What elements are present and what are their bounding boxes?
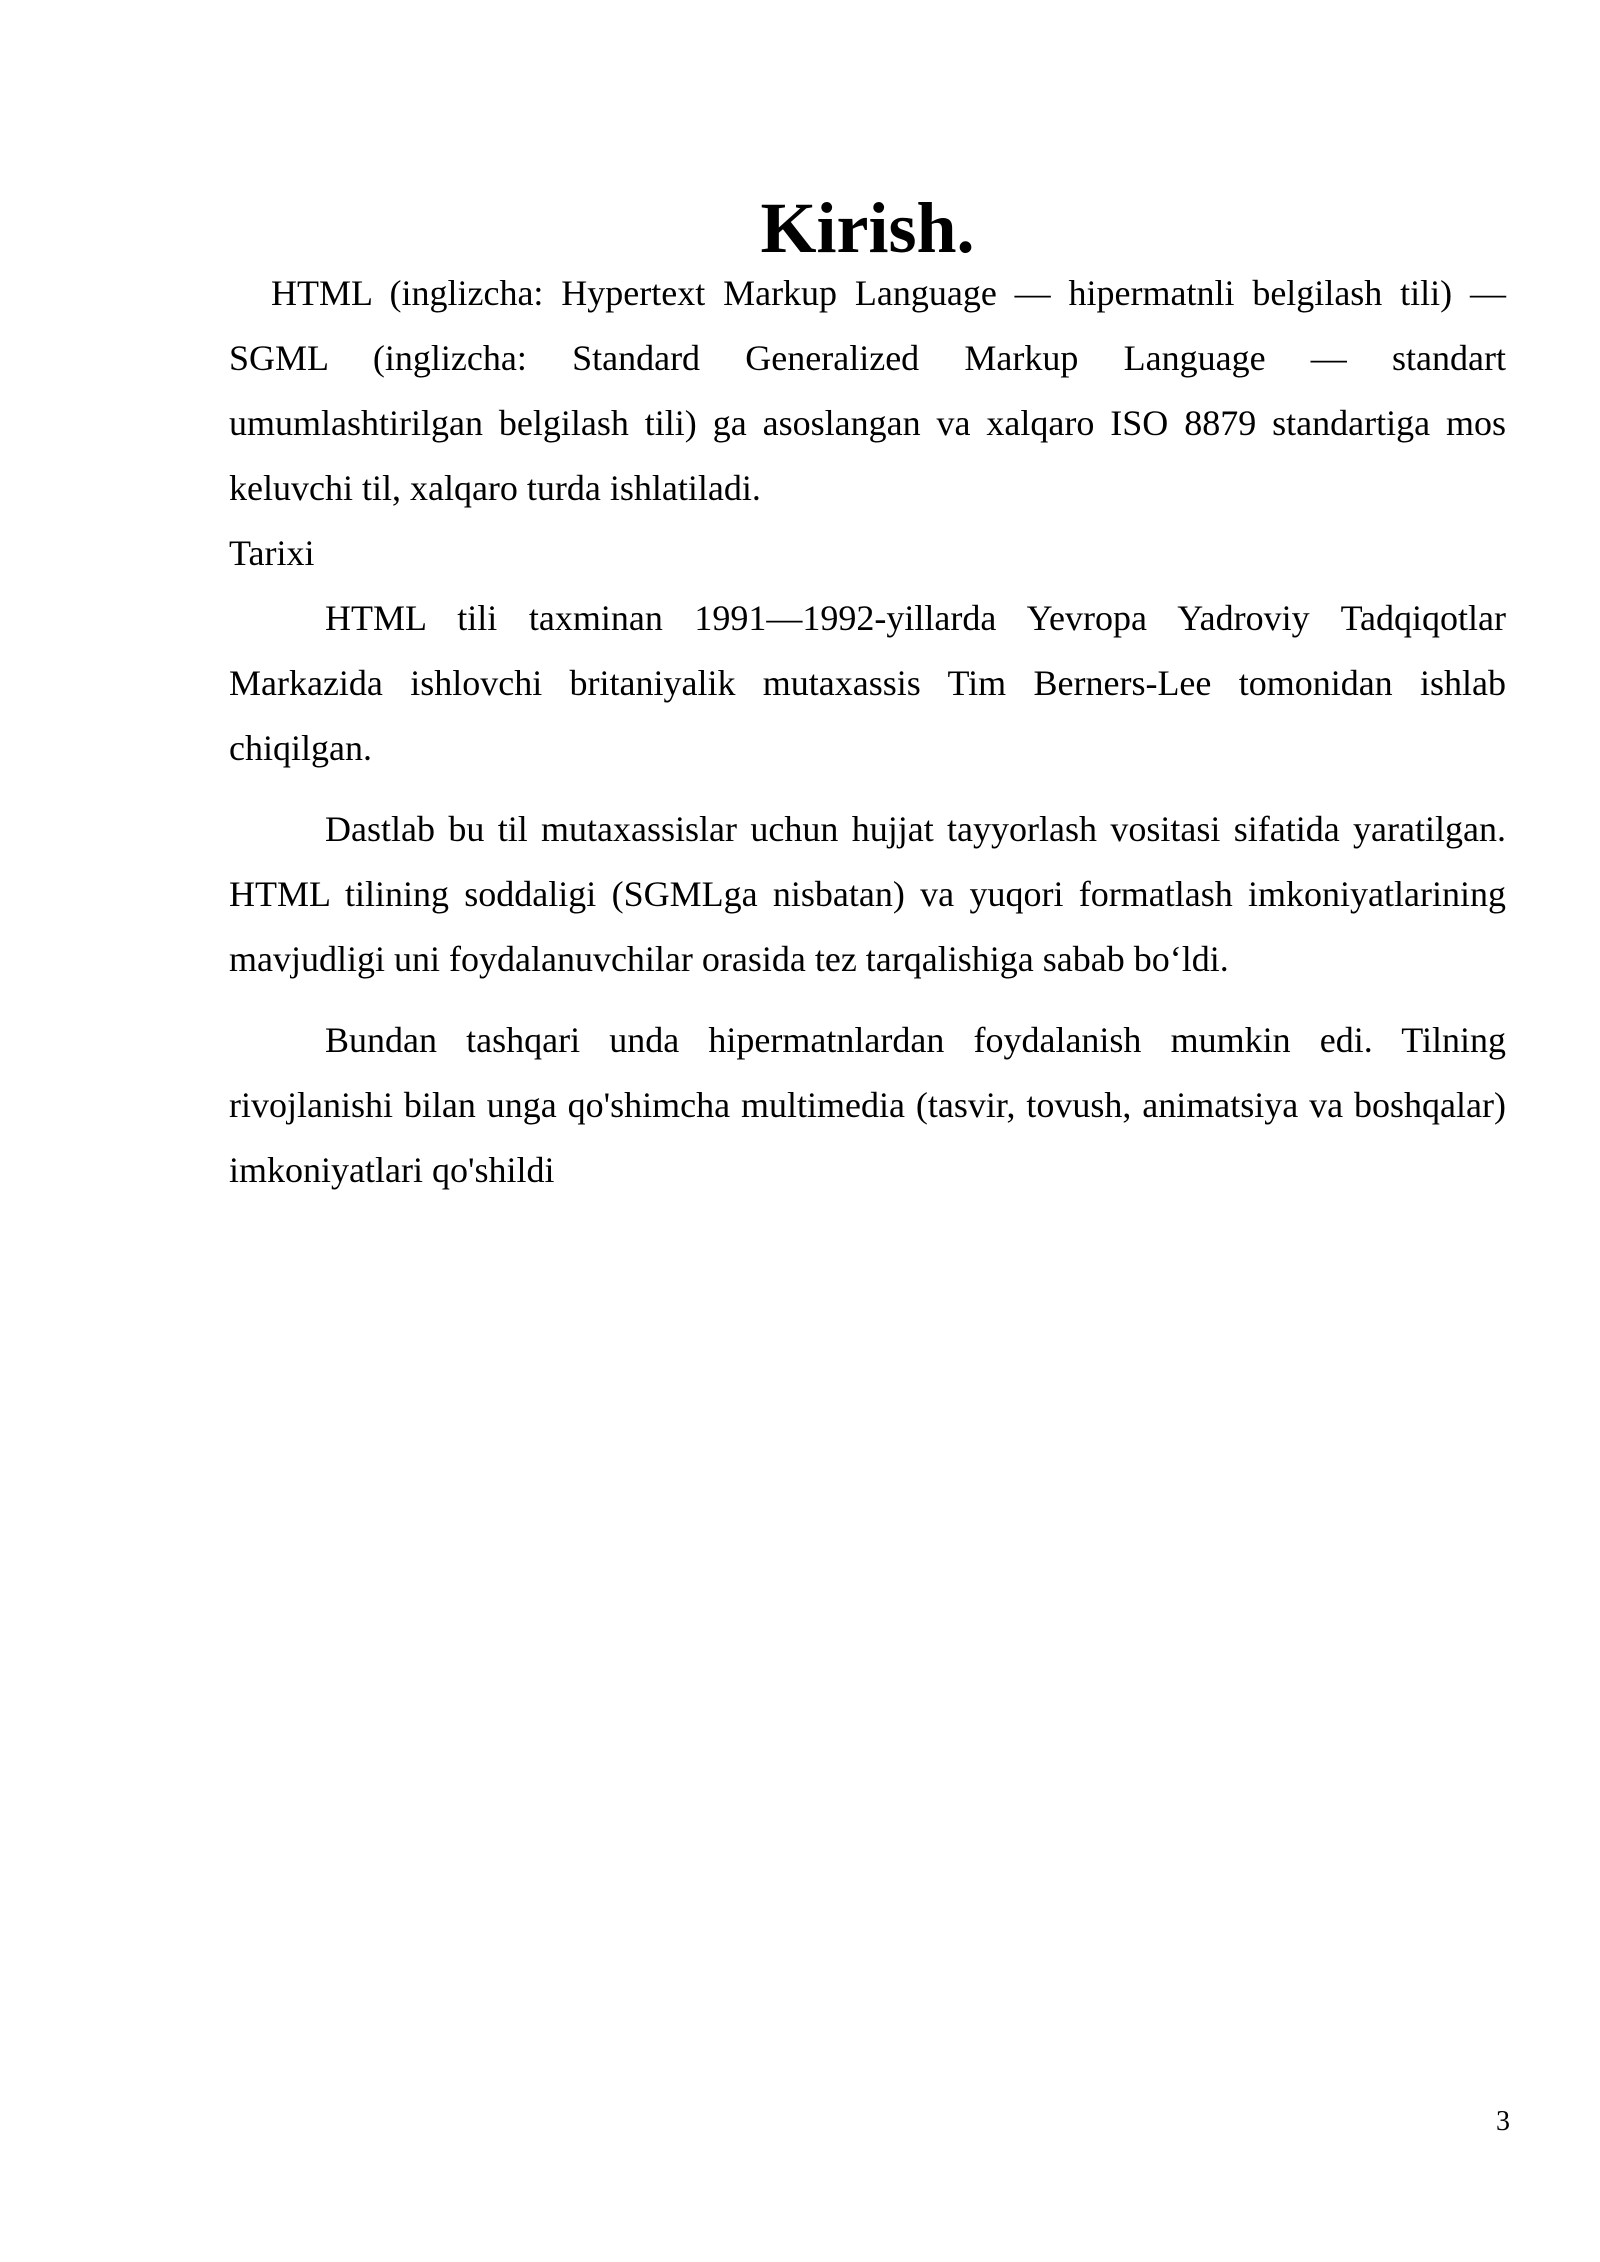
page-number: 3 [1496, 2106, 1510, 2137]
page-content [229, 188, 1506, 1203]
intro-paragraph: HTML (inglizcha: Hypertext Markup Language — hipermatnli belgilash tili) — SGML (inglizcha: Standard Generalized Markup Language — standart umumlashtirilgan belgilash tili) ga asoslangan va xalqaro ISO 8879 standartiga mos keluvchi til, xalqaro turda ishlatiladi. [229, 273, 1506, 508]
history-paragraph: HTML tili taxminan 1991—1992-yillarda Yevropa Yadroviy Tadqiqotlar Markazida ishlovchi britaniyalik mutaxassis Tim Berners-Lee tomonidan ishlab chiqilgan. [229, 598, 1506, 768]
purpose-paragraph: Dastlab bu til mutaxassislar uchun hujjat tayyorlash vositasi sifatida yaratilgan. HTML tilining soddaligi (SGMLga nisbatan) va yuqori formatlash imkoniyatlarining mavjudligi uni foydalanuvchilar orasida tez tarqalishiga sabab bo‘ldi. [229, 809, 1506, 979]
hypertext-paragraph: Bundan tashqari unda hipermatnlardan foydalanish mumkin edi. Tilning rivojlanishi bilan unga qo'shimcha multimedia (tasvir, tovush, animatsiya va boshqalar) imkoniyatlari qo'shildi [229, 1020, 1506, 1190]
section-heading-tarixi: Tarixi [229, 533, 315, 573]
page-title: Kirish. [760, 188, 975, 268]
